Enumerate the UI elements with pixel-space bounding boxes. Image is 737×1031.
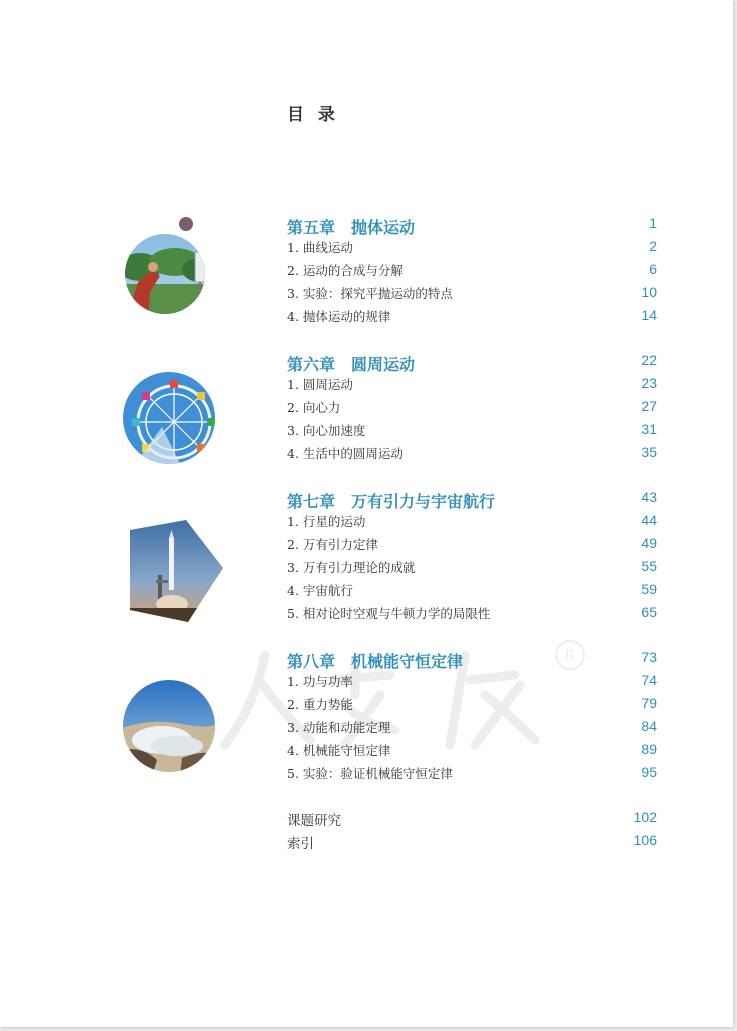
toc-entry[interactable] [287, 764, 657, 784]
toc-entry[interactable] [287, 261, 657, 281]
entry-title: 2. 万有引力定律 [287, 537, 378, 552]
chapter-7-heading[interactable] [287, 489, 657, 509]
toc-entry[interactable] [287, 375, 657, 395]
chapter-8-heading[interactable] [287, 649, 657, 669]
toc-entry[interactable] [287, 741, 657, 761]
page-number: 2 [649, 238, 657, 254]
toc-entry[interactable] [287, 307, 657, 327]
page-number: 84 [641, 718, 657, 734]
toc-entry[interactable] [287, 695, 657, 715]
page-number: 44 [641, 512, 657, 528]
chapter-title: 第五章 抛体运动 [287, 218, 416, 237]
toc-entry[interactable] [287, 535, 657, 555]
page-number: 22 [641, 352, 657, 368]
rocket-launch-photo [126, 520, 224, 624]
page-number: 27 [641, 398, 657, 414]
toc-entry[interactable] [287, 718, 657, 738]
entry-title: 4. 生活中的圆周运动 [287, 446, 403, 461]
toc-entry[interactable] [287, 581, 657, 601]
page-number: 106 [633, 832, 657, 848]
page-number: 79 [641, 695, 657, 711]
page-number: 49 [641, 535, 657, 551]
chapter-title: 第七章 万有引力与宇宙航行 [287, 492, 496, 511]
chapter-title: 第六章 圆周运动 [287, 355, 416, 374]
chapter-5-heading[interactable] [287, 215, 657, 235]
entry-title: 3. 实验：探究平抛运动的特点 [287, 286, 453, 301]
page-number: 74 [641, 672, 657, 688]
page-number: 31 [641, 421, 657, 437]
toc-entry[interactable] [287, 398, 657, 418]
entry-title: 2. 运动的合成与分解 [287, 263, 403, 278]
page-number: 23 [641, 375, 657, 391]
entry-title: 3. 向心加速度 [287, 423, 366, 438]
entry-title: 3. 万有引力理论的成就 [287, 560, 416, 575]
page-number: 89 [641, 741, 657, 757]
entry-title: 4. 抛体运动的规律 [287, 309, 391, 324]
entry-title: 索引 [287, 836, 314, 852]
ferris-wheel-photo [122, 372, 218, 468]
page-number: 95 [641, 764, 657, 780]
toc-entry[interactable] [287, 444, 657, 464]
entry-title: 5. 实验：验证机械能守恒定律 [287, 766, 453, 781]
page-number: 59 [641, 581, 657, 597]
entry-title: 5. 相对论时空观与牛顿力学的局限性 [287, 606, 491, 621]
toc-entry[interactable] [287, 238, 657, 258]
toc-entry[interactable] [287, 421, 657, 441]
entry-title: 4. 机械能守恒定律 [287, 743, 391, 758]
entry-title: 课题研究 [287, 813, 341, 829]
entry-title: 1. 圆周运动 [287, 377, 353, 392]
entry-title: 1. 功与功率 [287, 674, 353, 689]
chapter-title: 第八章 机械能守恒定律 [287, 652, 464, 671]
entry-title: 1. 曲线运动 [287, 240, 353, 255]
svg-text:R: R [565, 648, 575, 664]
toc-entry-project[interactable] [287, 809, 657, 829]
page-number: 43 [641, 489, 657, 505]
entry-title: 3. 动能和动能定理 [287, 720, 391, 735]
toc-entry[interactable] [287, 284, 657, 304]
page-number: 1 [649, 215, 657, 231]
toc-entry-index[interactable] [287, 832, 657, 852]
entry-title: 2. 重力势能 [287, 697, 353, 712]
toc-entry[interactable] [287, 672, 657, 692]
page-number: 102 [633, 809, 657, 825]
toc-entry[interactable] [287, 512, 657, 532]
entry-title: 4. 宇宙航行 [287, 583, 353, 598]
toc-entry[interactable] [287, 558, 657, 578]
page-number: 55 [641, 558, 657, 574]
toc-heading: 目 录 [287, 105, 339, 125]
page-number: 73 [641, 649, 657, 665]
basketball-photo [120, 212, 210, 324]
toc-entry[interactable] [287, 604, 657, 624]
entry-title: 2. 向心力 [287, 400, 341, 415]
page-number: 35 [641, 444, 657, 460]
page-number: 6 [649, 261, 657, 277]
page-number: 14 [641, 307, 657, 323]
entry-title: 1. 行星的运动 [287, 514, 366, 529]
page-number: 65 [641, 604, 657, 620]
page-number: 10 [641, 284, 657, 300]
waterfall-photo [122, 680, 218, 776]
chapter-6-heading[interactable] [287, 352, 657, 372]
